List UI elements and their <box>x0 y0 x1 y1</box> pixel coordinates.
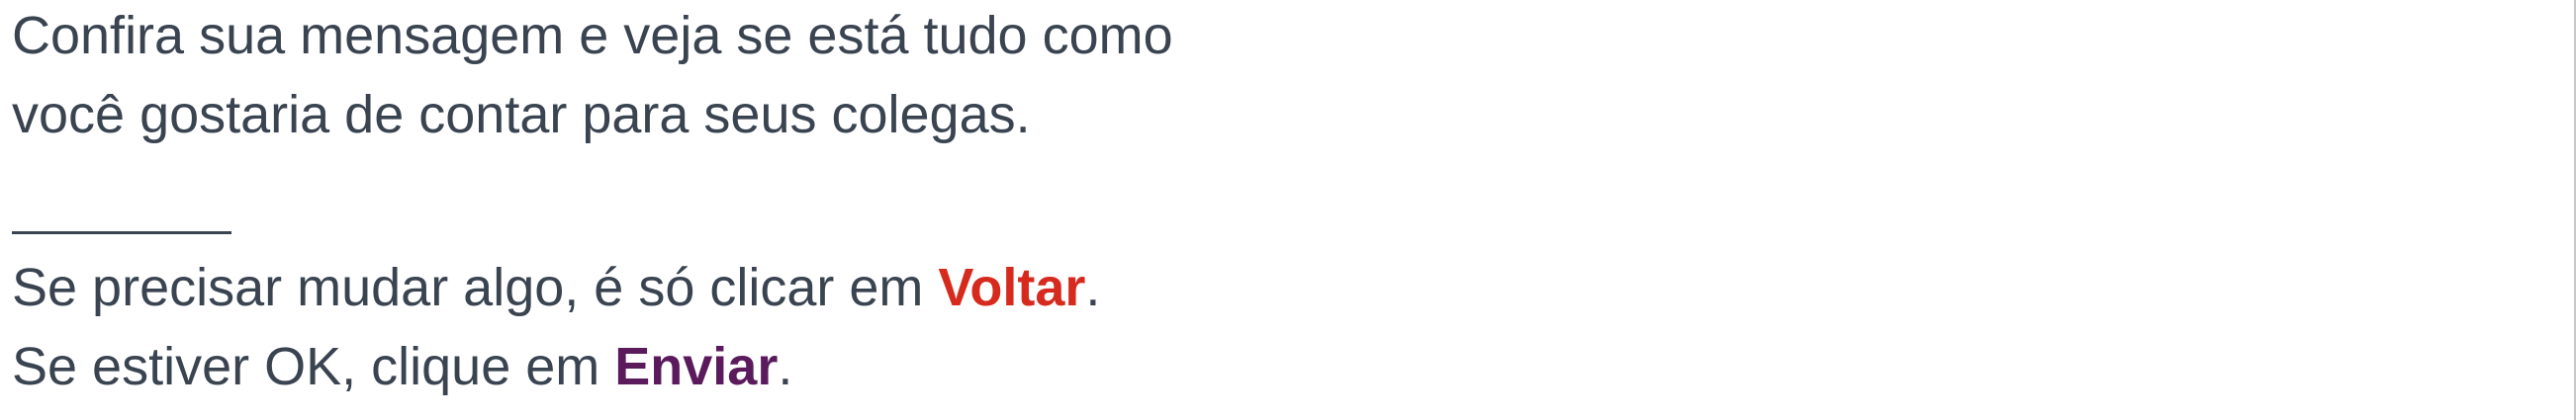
send-instruction-prefix: Se estiver OK, clique em <box>12 337 615 396</box>
send-instruction <box>12 327 1496 406</box>
voltar-keyword: Voltar <box>938 258 1086 317</box>
divider <box>12 231 231 234</box>
intro-text-line-1: Confira sua mensagem e veja se está tudo como <box>12 6 1173 65</box>
enviar-keyword: Enviar <box>614 337 779 396</box>
review-message-panel <box>12 0 1496 406</box>
back-instruction-prefix: Se precisar mudar algo, é só clicar em <box>12 258 939 317</box>
send-instruction-suffix: . <box>778 337 793 396</box>
intro-text-line-2: você gostaria de contar para seus colegas. <box>12 85 1031 144</box>
back-instruction <box>12 248 1496 327</box>
back-instruction-suffix: . <box>1085 258 1101 317</box>
